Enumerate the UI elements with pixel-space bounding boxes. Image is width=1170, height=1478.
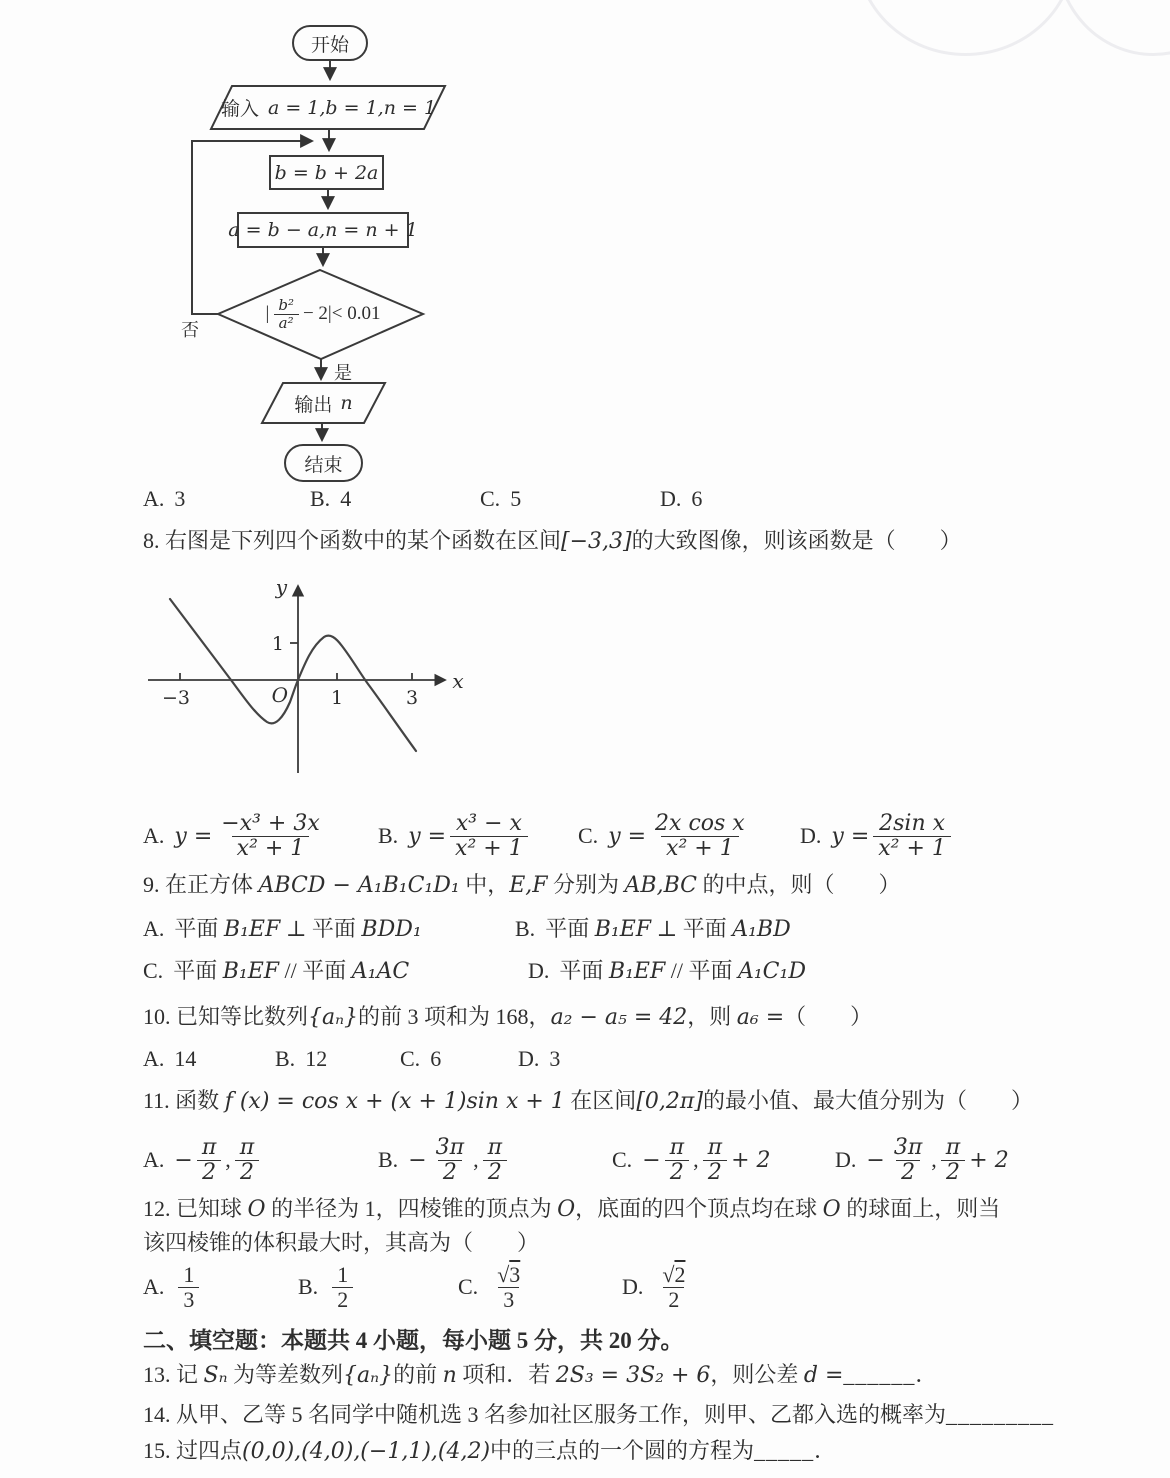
radical-sign: √ — [662, 1261, 675, 1287]
decision-lead: | — [265, 303, 270, 324]
math-seg: E,F — [509, 873, 548, 898]
option-label: C. — [612, 1147, 633, 1172]
frac-num: π — [945, 1134, 961, 1160]
frac-num: 3π — [435, 1134, 465, 1160]
option-label: B. — [378, 823, 399, 848]
option-label: B. — [310, 486, 331, 511]
section-title: 二、填空题：本题共 4 小题，每小题 5 分，共 20 分。 — [143, 1328, 684, 1353]
photo-artifact-arc — [855, 0, 1076, 56]
separator: , — [473, 1147, 479, 1172]
text-seg: 的前 3 项和为 168， — [358, 1004, 551, 1029]
frac-den: x² + 1 — [450, 836, 528, 861]
q11-option-b — [378, 1128, 511, 1192]
frac-num: 2x cos x — [655, 810, 745, 836]
flowchart-input-node — [212, 86, 445, 129]
math-seg: f (x) = cos x + (x + 1)sin x + 1 — [224, 1089, 565, 1114]
math-seg: {aₙ} — [343, 1363, 394, 1388]
q10-stem — [143, 1000, 872, 1031]
option-label: D. — [800, 823, 822, 848]
answer-blank: _____ — [754, 1438, 815, 1463]
text-seg: 14. 从甲、乙等 5 名同学中随机选 3 名参加社区服务工作，则甲、乙都入选的概率为 — [143, 1402, 947, 1427]
photo-artifact-arc — [1055, 0, 1170, 56]
option-value: 3 — [174, 486, 186, 511]
option-label: A. — [143, 486, 165, 511]
suffix: + 2 — [731, 1147, 771, 1173]
separator: , — [931, 1147, 937, 1172]
math-seg: Sₙ — [203, 1363, 228, 1388]
option-label: A. — [143, 1274, 165, 1299]
text-seg: 12. 已知球 — [143, 1196, 248, 1221]
output-math: n — [340, 392, 353, 414]
frac-den: 2 — [197, 1160, 221, 1185]
minus-sign: − — [642, 1147, 661, 1173]
option-label: D. — [528, 958, 550, 983]
text-seg: ，底面的四个顶点均在球 — [575, 1196, 823, 1221]
math-lhs: y = — [831, 823, 870, 849]
branch-yes-label: 是 — [334, 363, 352, 383]
math-seg: a₆ = — [736, 1005, 785, 1030]
text-seg: 平面 — [559, 958, 609, 983]
origin-label: O — [271, 683, 288, 707]
frac-den: 2 — [235, 1160, 259, 1185]
separator: , — [225, 1147, 231, 1172]
frac-den: 2 — [332, 1287, 353, 1312]
option-value: 12 — [305, 1046, 328, 1071]
branch-no-label: 否 — [181, 320, 199, 340]
q8-option-a — [143, 798, 329, 874]
input-math: a = 1,b = 1,n = 1 — [267, 96, 437, 119]
q10-option-c — [400, 1046, 441, 1072]
math-seg: n — [442, 1363, 457, 1388]
q15-stem — [143, 1434, 836, 1465]
suffix: + 2 — [969, 1147, 1009, 1173]
frac-num: π — [669, 1134, 685, 1160]
x-axis-label: x — [452, 669, 464, 693]
text-seg: 的球面上，则当 — [840, 1196, 1001, 1221]
q8-stem — [143, 524, 962, 555]
text-seg: 8. 右图是下列四个函数中的某个函数在区间 — [143, 528, 562, 553]
text-seg: ，则公差 — [710, 1362, 804, 1387]
minus-sign: − — [408, 1147, 427, 1173]
option-label: D. — [518, 1046, 540, 1071]
text-seg: 13. 记 — [143, 1362, 204, 1387]
option-label: C. — [578, 823, 599, 848]
math-seg: O — [557, 1197, 576, 1222]
math-seg: B₁EF — [594, 917, 652, 942]
frac-den: 2 — [483, 1160, 507, 1185]
math-lhs: y = — [408, 823, 447, 849]
text-seg: 项和．若 — [456, 1362, 556, 1387]
q9-stem — [143, 868, 901, 899]
y-axis-label: y — [275, 575, 287, 599]
flowchart-end-node — [285, 445, 362, 481]
q12-stem-line1 — [143, 1192, 1000, 1223]
text-seg: 的最小值、最大值分别为（ ） — [702, 1088, 1033, 1113]
frac-num: π — [201, 1134, 217, 1160]
math-seg: A₁AC — [351, 959, 410, 984]
frac-den: 3 — [178, 1287, 199, 1312]
option-label: C. — [400, 1046, 421, 1071]
input-label: 输入 — [220, 99, 259, 120]
option-value: 6 — [430, 1046, 442, 1071]
decision-frac-num: b² — [278, 296, 294, 315]
q10-option-d — [518, 1046, 560, 1072]
text-seg: ． — [915, 1362, 938, 1387]
q11-option-d — [835, 1128, 1009, 1192]
text-seg: 9. 在正方体 — [143, 872, 259, 897]
answer-blank: ______ — [843, 1362, 916, 1387]
q10-option-b — [275, 1046, 327, 1072]
flowchart-process1-node — [270, 156, 383, 189]
q12-option-b — [298, 1254, 357, 1320]
y-tick-1: 1 — [271, 633, 284, 655]
option-label: B. — [275, 1046, 296, 1071]
q14-stem — [143, 1398, 1054, 1429]
q8-option-d — [800, 798, 955, 874]
q8-option-b — [378, 798, 532, 874]
radicand: 3 — [509, 1261, 521, 1287]
frac-den: 2 — [896, 1160, 920, 1185]
q12-stem-line2 — [143, 1226, 539, 1257]
option-label: A. — [143, 1046, 165, 1071]
option-label: D. — [835, 1147, 857, 1172]
text-seg: // 平面 — [279, 958, 352, 983]
text-seg: ⊥ 平面 — [651, 916, 733, 941]
math-seg: B₁EF — [608, 959, 666, 984]
text-seg: 平面 — [173, 958, 223, 983]
frac-den: 2 — [438, 1160, 462, 1185]
text-seg: 的大致图像，则该函数是（ ） — [631, 528, 962, 553]
x-tick-neg3: −3 — [161, 687, 191, 709]
math-seg: B₁EF — [223, 917, 281, 942]
text-seg: 的中点，则（ ） — [697, 872, 901, 897]
math-seg: BDD₁ — [361, 917, 422, 942]
text-seg: 的半径为 1，四棱锥的顶点为 — [265, 1196, 558, 1221]
separator: , — [693, 1147, 699, 1172]
math-lhs: y = — [608, 823, 647, 849]
function-curve — [170, 599, 419, 751]
process1-math: b = b + 2a — [274, 161, 379, 184]
frac-num: π — [239, 1134, 255, 1160]
q12-option-c — [458, 1254, 529, 1320]
option-label: B. — [515, 916, 536, 941]
math-seg: B₁EF — [222, 959, 280, 984]
option-label: C. — [143, 958, 164, 983]
q7-option-c — [480, 486, 521, 512]
answer-blank: _________ — [946, 1402, 1055, 1427]
option-value: 6 — [691, 486, 703, 511]
frac-den: 2 — [663, 1287, 684, 1312]
option-value: 5 — [510, 486, 522, 511]
text-seg: 中的三点的一个圆的方程为 — [490, 1438, 755, 1463]
q8-function-graph — [140, 570, 470, 782]
decision-tail: − 2|< 0.01 — [302, 303, 381, 324]
frac-num: 1 — [337, 1261, 349, 1287]
option-label: D. — [660, 486, 682, 511]
flowchart-start-node — [293, 26, 367, 60]
frac-den: x² + 1 — [873, 836, 951, 861]
q12-option-d — [622, 1254, 694, 1320]
frac-den: x² + 1 — [661, 836, 739, 861]
flowchart-process2-node — [228, 213, 418, 247]
math-seg: [−3,3] — [561, 529, 632, 554]
frac-num: 3π — [893, 1134, 923, 1160]
text-seg: 的前 — [393, 1362, 443, 1387]
frac-num: 2sin x — [879, 810, 946, 836]
q7-option-d — [660, 486, 702, 512]
flowchart-output-node — [262, 383, 385, 423]
radicand: 2 — [674, 1261, 686, 1287]
q11-option-a — [143, 1128, 263, 1192]
frac-den: 2 — [665, 1160, 689, 1185]
q11-option-c — [612, 1128, 771, 1192]
frac-num: π — [487, 1134, 503, 1160]
frac-num: π — [707, 1134, 723, 1160]
option-label: B. — [298, 1274, 319, 1299]
text-seg: 11. 函数 — [143, 1088, 225, 1113]
option-label: B. — [378, 1147, 399, 1172]
math-seg: A₁C₁D — [737, 959, 806, 984]
start-label: 开始 — [310, 34, 349, 56]
radical-sign: √ — [497, 1261, 510, 1287]
text-seg: 在区间 — [564, 1088, 637, 1113]
minus-sign: − — [866, 1147, 885, 1173]
text-seg: 平面 — [545, 916, 595, 941]
end-label: 结束 — [304, 454, 343, 476]
q8-option-c — [578, 798, 754, 874]
q9-option-d — [528, 954, 806, 985]
text-seg: 分别为 — [547, 872, 625, 897]
math-lhs: y = — [174, 823, 213, 849]
frac-num: −x³ + 3x — [221, 810, 320, 836]
frac-den: 2 — [703, 1160, 727, 1185]
option-value: 3 — [549, 1046, 561, 1071]
q7-option-a — [143, 486, 185, 512]
q13-stem — [143, 1358, 937, 1389]
text-seg: 该四棱锥的体积最大时，其高为（ ） — [143, 1230, 540, 1255]
option-label: A. — [143, 916, 165, 941]
text-seg: ． — [814, 1438, 837, 1463]
text-seg: ⊥ 平面 — [280, 916, 362, 941]
q7-option-b — [310, 486, 351, 512]
frac-den: 2 — [941, 1160, 965, 1185]
text-seg: ，则 — [687, 1004, 737, 1029]
option-label: D. — [622, 1274, 644, 1299]
q11-stem — [143, 1084, 1033, 1115]
option-label: C. — [458, 1274, 479, 1299]
text-seg: 中， — [459, 872, 510, 897]
minus-sign: − — [174, 1147, 193, 1173]
option-label: A. — [143, 823, 165, 848]
math-seg: d = — [803, 1363, 844, 1388]
text-seg: （ ） — [784, 1004, 873, 1029]
q9-option-b — [515, 912, 791, 943]
math-seg: ABCD − A₁B₁C₁D₁ — [258, 873, 460, 898]
option-label: C. — [480, 486, 501, 511]
option-value: 4 — [340, 486, 352, 511]
math-seg: O — [822, 1197, 841, 1222]
text-seg: // 平面 — [665, 958, 738, 983]
q9-option-a — [143, 912, 422, 943]
frac-num: 1 — [183, 1261, 195, 1287]
text-seg: 平面 — [174, 916, 224, 941]
math-seg: [0,2π] — [636, 1089, 703, 1114]
q10-option-a — [143, 1046, 196, 1072]
x-tick-3: 3 — [405, 687, 419, 709]
x-tick-1: 1 — [330, 687, 344, 709]
frac-den: x² + 1 — [232, 836, 310, 861]
option-value: 14 — [174, 1046, 197, 1071]
math-seg: 2S₃ = 3S₂ + 6 — [555, 1363, 711, 1388]
q9-option-c — [143, 954, 409, 985]
process2-math: a = b − a,n = n + 1 — [228, 219, 418, 241]
math-seg: O — [247, 1197, 266, 1222]
math-seg: {aₙ} — [308, 1005, 359, 1030]
option-label: A. — [143, 1147, 165, 1172]
q12-option-a — [143, 1254, 203, 1320]
text-seg: 15. 过四点 — [143, 1438, 243, 1463]
text-seg: 10. 已知等比数列 — [143, 1004, 309, 1029]
section2-header — [143, 1322, 684, 1355]
output-label: 输出 — [294, 394, 333, 416]
math-seg: A₁BD — [732, 917, 791, 942]
decision-frac-den: a² — [274, 314, 299, 331]
flowchart-diagram — [0, 0, 500, 500]
frac-den: 3 — [498, 1287, 519, 1312]
math-seg: (0,0),(4,0),(−1,1),(4,2) — [242, 1439, 491, 1464]
frac-num: x³ − x — [455, 810, 522, 836]
math-seg: AB,BC — [624, 873, 698, 898]
text-seg: 为等差数列 — [227, 1362, 344, 1387]
flowchart-decision-node — [238, 288, 408, 340]
math-seg: a₂ − a₅ = 42 — [550, 1005, 688, 1030]
